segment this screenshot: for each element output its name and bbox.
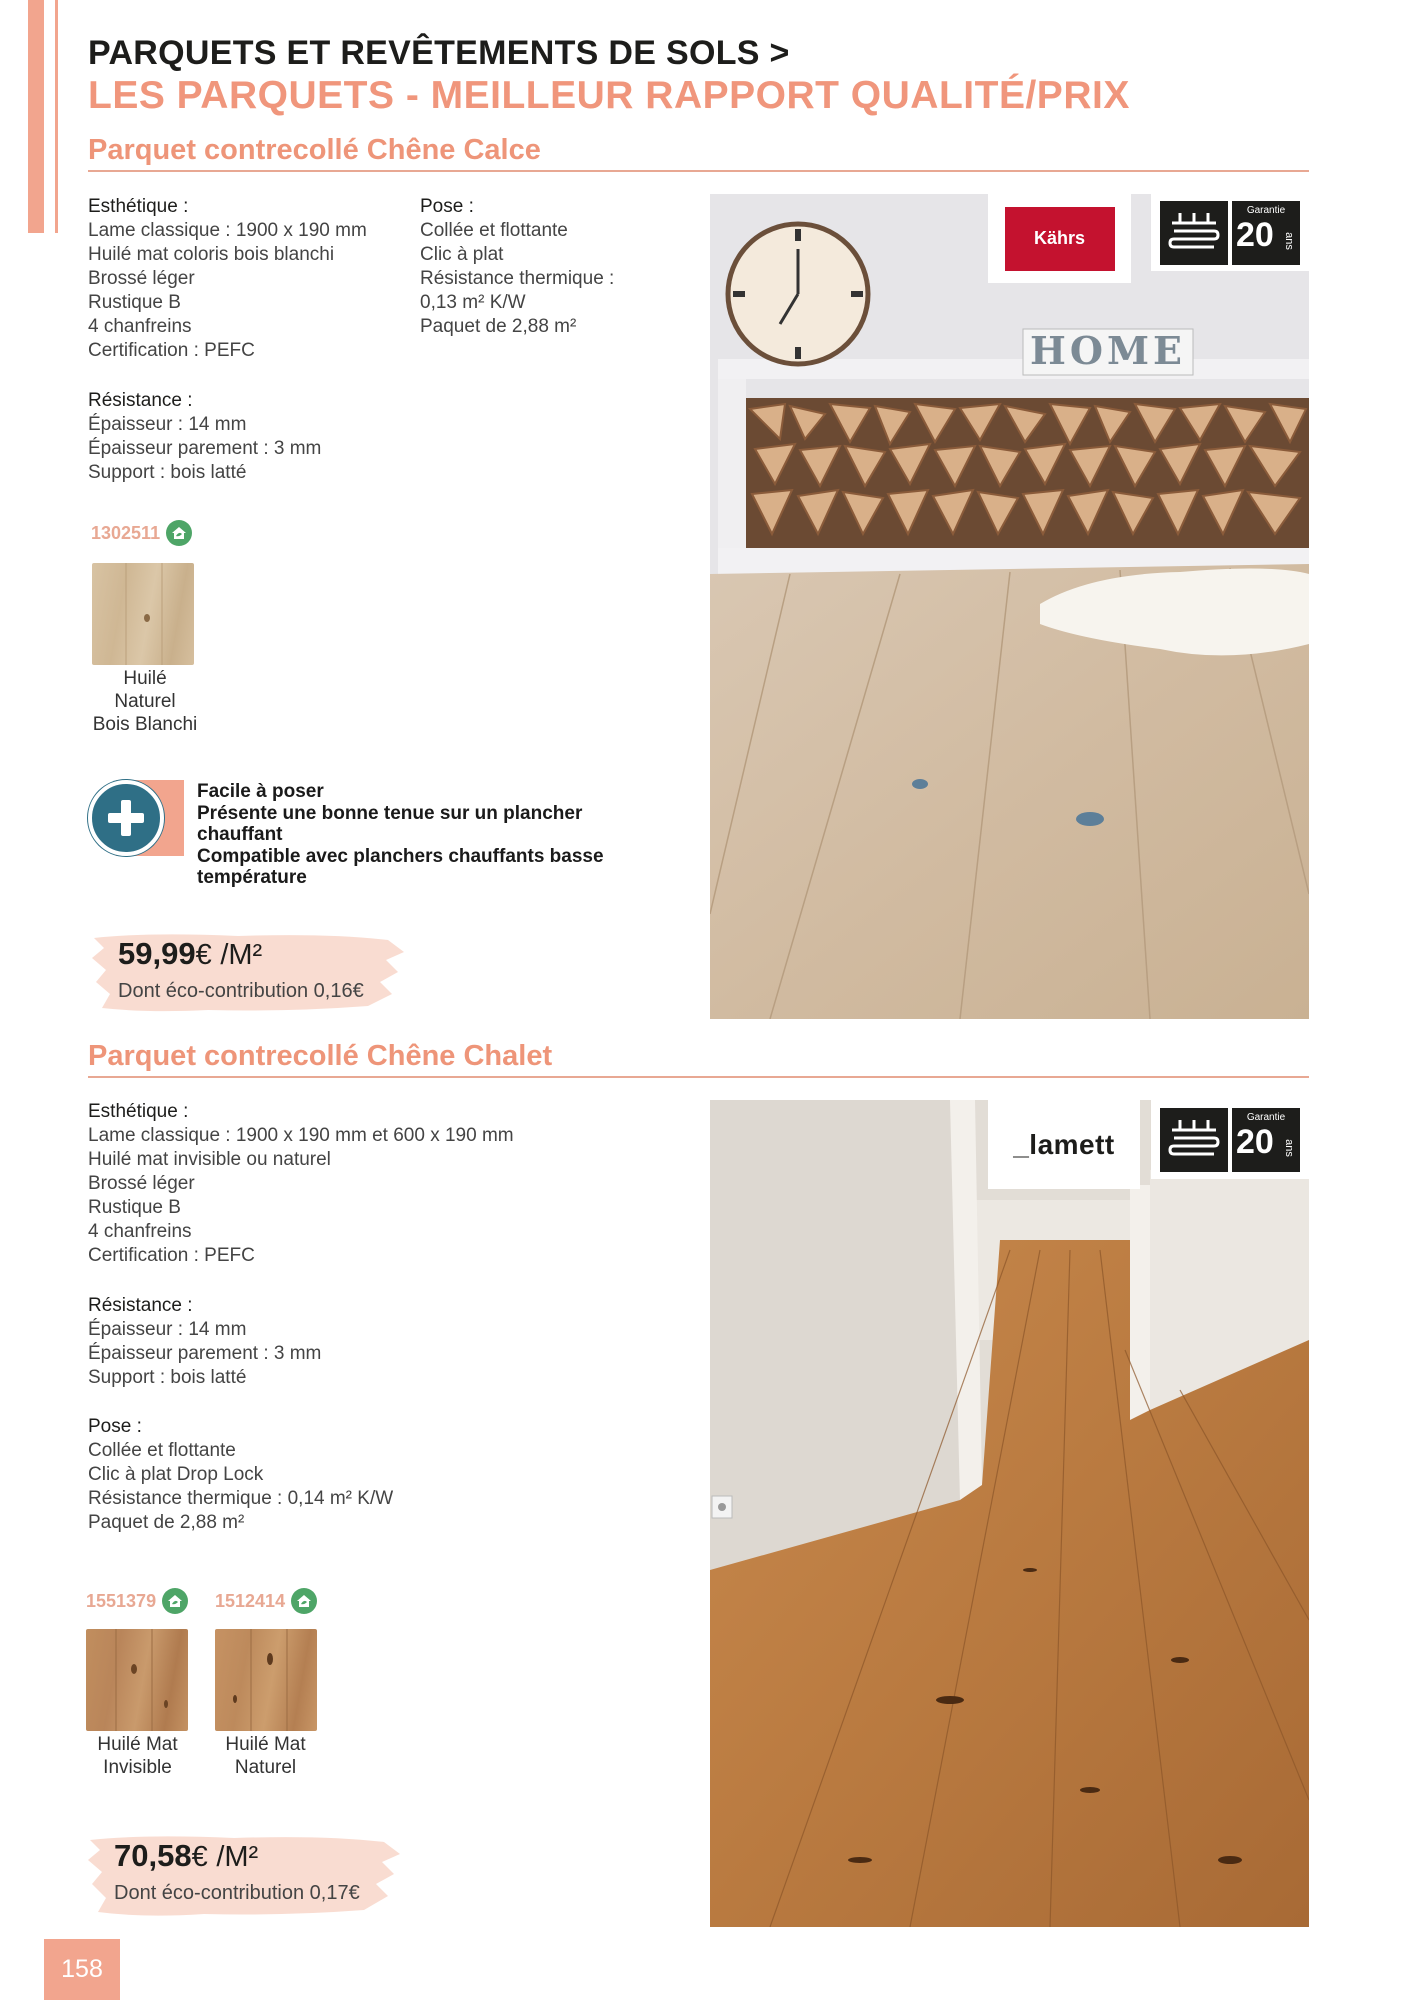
- advantages-badge: [88, 780, 184, 856]
- eco-label-icon: [162, 1588, 188, 1614]
- product1-photo-scene: [710, 194, 1309, 1019]
- price-amount: [114, 1838, 258, 1874]
- home-sign-text: HOME: [1029, 328, 1187, 373]
- product2-resistance: [88, 1294, 321, 1390]
- spec-line: Certification : PEFC: [88, 340, 255, 361]
- swatch-label-line: Invisible: [103, 1757, 172, 1778]
- warranty-years: 20: [1236, 1122, 1274, 1161]
- warranty-suffix: ans: [1282, 231, 1295, 250]
- advantage-item: Compatible avec planchers chauffants basse température: [197, 845, 604, 888]
- eco-label-icon: [166, 520, 192, 546]
- warranty-label: Garantie: [1246, 1111, 1286, 1123]
- spec-line: Lame classique : 1900 x 190 mm et 600 x 190 mm: [88, 1125, 514, 1146]
- spec-line: Résistance thermique : 0,14 m² K/W: [88, 1488, 394, 1509]
- spec-line: Collée et flottante: [420, 220, 568, 241]
- product1-esthetique: [88, 195, 367, 363]
- kahrs-logo-box: [988, 194, 1131, 283]
- spec-line: Huilé mat invisible ou naturel: [88, 1149, 331, 1170]
- product2-title: Parquet contrecollé Chêne Chalet: [88, 1040, 553, 1072]
- brand-name: Kährs: [1033, 228, 1086, 248]
- kahrs-logo: [1005, 207, 1115, 271]
- product2-swatch2-label: [208, 1733, 323, 1779]
- warranty-years: 20: [1236, 215, 1274, 254]
- side-accent-line: [55, 0, 58, 233]
- swatch-code-text: 1302511: [91, 522, 161, 543]
- spec-line: Brossé léger: [88, 1173, 195, 1194]
- spec-line: Épaisseur : 14 mm: [88, 1319, 247, 1340]
- swatch-label-line: Huilé Mat: [225, 1734, 306, 1755]
- spec-line: Support : bois latté: [88, 462, 247, 483]
- underfloor-heating-icon: [1160, 201, 1228, 265]
- product1-price: [88, 930, 408, 1015]
- swatch-label-line: Naturel: [234, 1757, 297, 1778]
- spec-line: Support : bois latté: [88, 1367, 247, 1388]
- spec-line: 4 chanfreins: [88, 316, 192, 337]
- advantage-item: Facile à poser: [197, 781, 324, 802]
- underfloor-heating-icon: [1160, 1108, 1228, 1172]
- product1-swatch-label: [83, 667, 207, 736]
- product1-pose: [420, 195, 614, 339]
- product2-resistance-label: Résistance :: [88, 1295, 193, 1316]
- spec-line: Épaisseur parement : 3 mm: [88, 438, 322, 459]
- spec-line: Lame classique : 1900 x 190 mm: [88, 220, 367, 241]
- spec-line: Clic à plat: [420, 244, 504, 265]
- spec-line: Épaisseur : 14 mm: [88, 414, 247, 435]
- product2-price: [84, 1832, 404, 1920]
- price-unit: /M²: [220, 939, 263, 971]
- price-amount: [118, 936, 262, 972]
- section-heading: PARQUETS ET REVÊTEMENTS DE SOLS >: [88, 34, 790, 72]
- product2-photo-scene: [710, 1100, 1309, 1927]
- product1-title: Parquet contrecollé Chêne Calce: [88, 134, 541, 166]
- spec-line: 0,13 m² K/W: [420, 292, 526, 313]
- price-eco-contribution: Dont éco-contribution 0,16€: [118, 980, 364, 1002]
- lamett-logo-box: [988, 1100, 1140, 1189]
- product2-swatch1-code: [86, 1588, 188, 1614]
- product2-esthetique-label: Esthétique :: [88, 1101, 189, 1122]
- page-title: LES PARQUETS - MEILLEUR RAPPORT QUALITÉ/PRIX: [88, 74, 1130, 117]
- product2-photo: [710, 1100, 1309, 1927]
- product1-pose-label: Pose :: [420, 196, 474, 217]
- warranty-label: Garantie: [1246, 204, 1286, 216]
- spec-line: Résistance thermique :: [420, 268, 615, 289]
- price-unit: /M²: [216, 1841, 259, 1873]
- spec-line: Certification : PEFC: [88, 1245, 255, 1266]
- spec-line: Épaisseur parement : 3 mm: [88, 1343, 322, 1364]
- product1-warranty-badges: [1151, 194, 1309, 271]
- product2-swatch2-code: [215, 1588, 317, 1614]
- eco-label-icon: [291, 1588, 317, 1614]
- product2-title-rule: [88, 1076, 1309, 1078]
- product1-resistance: [88, 389, 321, 485]
- product1-esthetique-label: Esthétique :: [88, 196, 189, 217]
- spec-line: Paquet de 2,88 m²: [88, 1512, 245, 1533]
- brand-name: _lamett: [1013, 1128, 1115, 1160]
- product1-wood-swatch[interactable]: [92, 563, 194, 665]
- plus-icon: [88, 780, 164, 856]
- swatch-code-text: 1551379: [86, 1590, 157, 1611]
- product1-title-rule: [88, 170, 1309, 172]
- warranty-20-badge: [1232, 201, 1300, 265]
- spec-line: Huilé mat coloris bois blanchi: [88, 244, 335, 265]
- product2-esthetique: [88, 1100, 514, 1268]
- swatch-label-line: Huilé Mat: [97, 1734, 178, 1755]
- swatch-code-text: 1512414: [215, 1590, 286, 1611]
- product1-advantages: [197, 781, 667, 889]
- price-value: 70,58: [114, 1838, 192, 1873]
- spec-line: Clic à plat Drop Lock: [88, 1464, 264, 1485]
- product2-swatch1-label: [80, 1733, 195, 1779]
- warranty-20-badge: [1232, 1108, 1300, 1172]
- spec-line: Brossé léger: [88, 268, 195, 289]
- spec-line: Paquet de 2,88 m²: [420, 316, 577, 337]
- product1-photo: [710, 194, 1309, 1019]
- product2-pose-label: Pose :: [88, 1416, 142, 1437]
- price-currency: €: [195, 939, 212, 971]
- advantage-item: Présente une bonne tenue sur un plancher chauffant: [197, 802, 583, 845]
- page-number: 158: [44, 1939, 120, 2000]
- product2-wood-swatch-invisible[interactable]: [86, 1629, 188, 1731]
- warranty-suffix: ans: [1282, 1138, 1295, 1157]
- swatch-label-line: Bois Blanchi: [92, 714, 198, 735]
- product1-resistance-label: Résistance :: [88, 390, 193, 411]
- side-accent-bar: [28, 0, 44, 233]
- swatch-label-line: Huilé: [123, 668, 167, 689]
- spec-line: Rustique B: [88, 292, 181, 313]
- product2-warranty-badges: [1151, 1100, 1309, 1179]
- spec-line: 4 chanfreins: [88, 1221, 192, 1242]
- spec-line: Rustique B: [88, 1197, 181, 1218]
- product1-swatch-code: [91, 520, 192, 546]
- price-eco-contribution: Dont éco-contribution 0,17€: [114, 1882, 360, 1904]
- swatch-label-line: Naturel: [114, 691, 176, 712]
- spec-line: Collée et flottante: [88, 1440, 236, 1461]
- price-value: 59,99: [118, 936, 196, 971]
- price-currency: €: [191, 1841, 208, 1873]
- product2-wood-swatch-naturel[interactable]: [215, 1629, 317, 1731]
- product2-pose: [88, 1415, 393, 1535]
